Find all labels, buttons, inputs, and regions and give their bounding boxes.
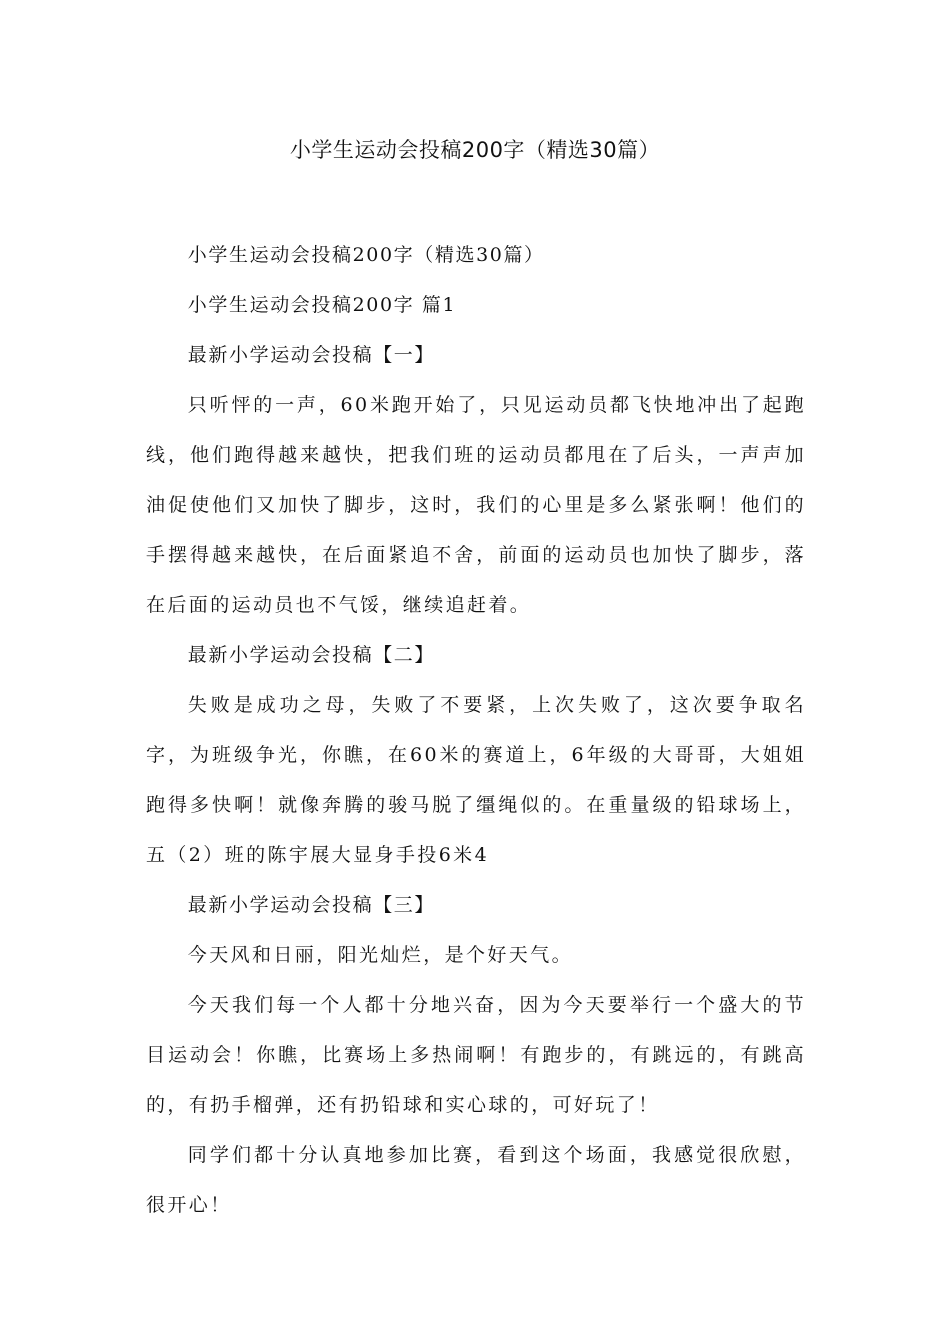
body-paragraph: 今天我们每一个人都十分地兴奋，因为今天要举行一个盛大的节目运动会！你瞧，比赛场上多热闹啊！有跑步的，有跳远的，有跳高的，有扔手榴弹，还有扔铅球和实心球的，可好玩了！ (146, 994, 806, 1116)
body-paragraph: 同学们都十分认真地参加比赛，看到这个场面，我感觉很欣慰，很开心！ (146, 1144, 806, 1216)
section-heading-1: 小学生运动会投稿200字 篇1 (187, 294, 457, 316)
body-paragraph: 失败是成功之母，失败了不要紧，上次失败了，这次要争取名字，为班级争光，你瞧，在60米的赛道上，6年级的大哥哥，大姐姐跑得多快啊！就像奔腾的骏马脱了缰绳似的。在重量级的铅球场上，五（2）班的陈宇展大显身手投6米4 (146, 694, 806, 866)
document-body (146, 230, 806, 1230)
article-heading-1: 最新小学运动会投稿【一】 (187, 344, 435, 366)
subtitle-paragraph: 小学生运动会投稿200字（精选30篇） (187, 244, 545, 266)
body-paragraph: 今天风和日丽，阳光灿烂，是个好天气。 (187, 944, 573, 966)
body-paragraph: 只听怦的一声，60米跑开始了，只见运动员都飞快地冲出了起跑线，他们跑得越来越快，把我们班的运动员都甩在了后头，一声声加油促使他们又加快了脚步，这时，我们的心里是多么紧张啊！他们的手摆得越来越快，在后面紧追不舍，前面的运动员也加快了脚步，落在后面的运动员也不气馁，继续追赶着。 (146, 394, 806, 616)
article-heading-3: 最新小学运动会投稿【三】 (187, 894, 435, 916)
document-title: 小学生运动会投稿200字（精选30篇） (289, 138, 661, 162)
article-heading-2: 最新小学运动会投稿【二】 (187, 644, 435, 666)
